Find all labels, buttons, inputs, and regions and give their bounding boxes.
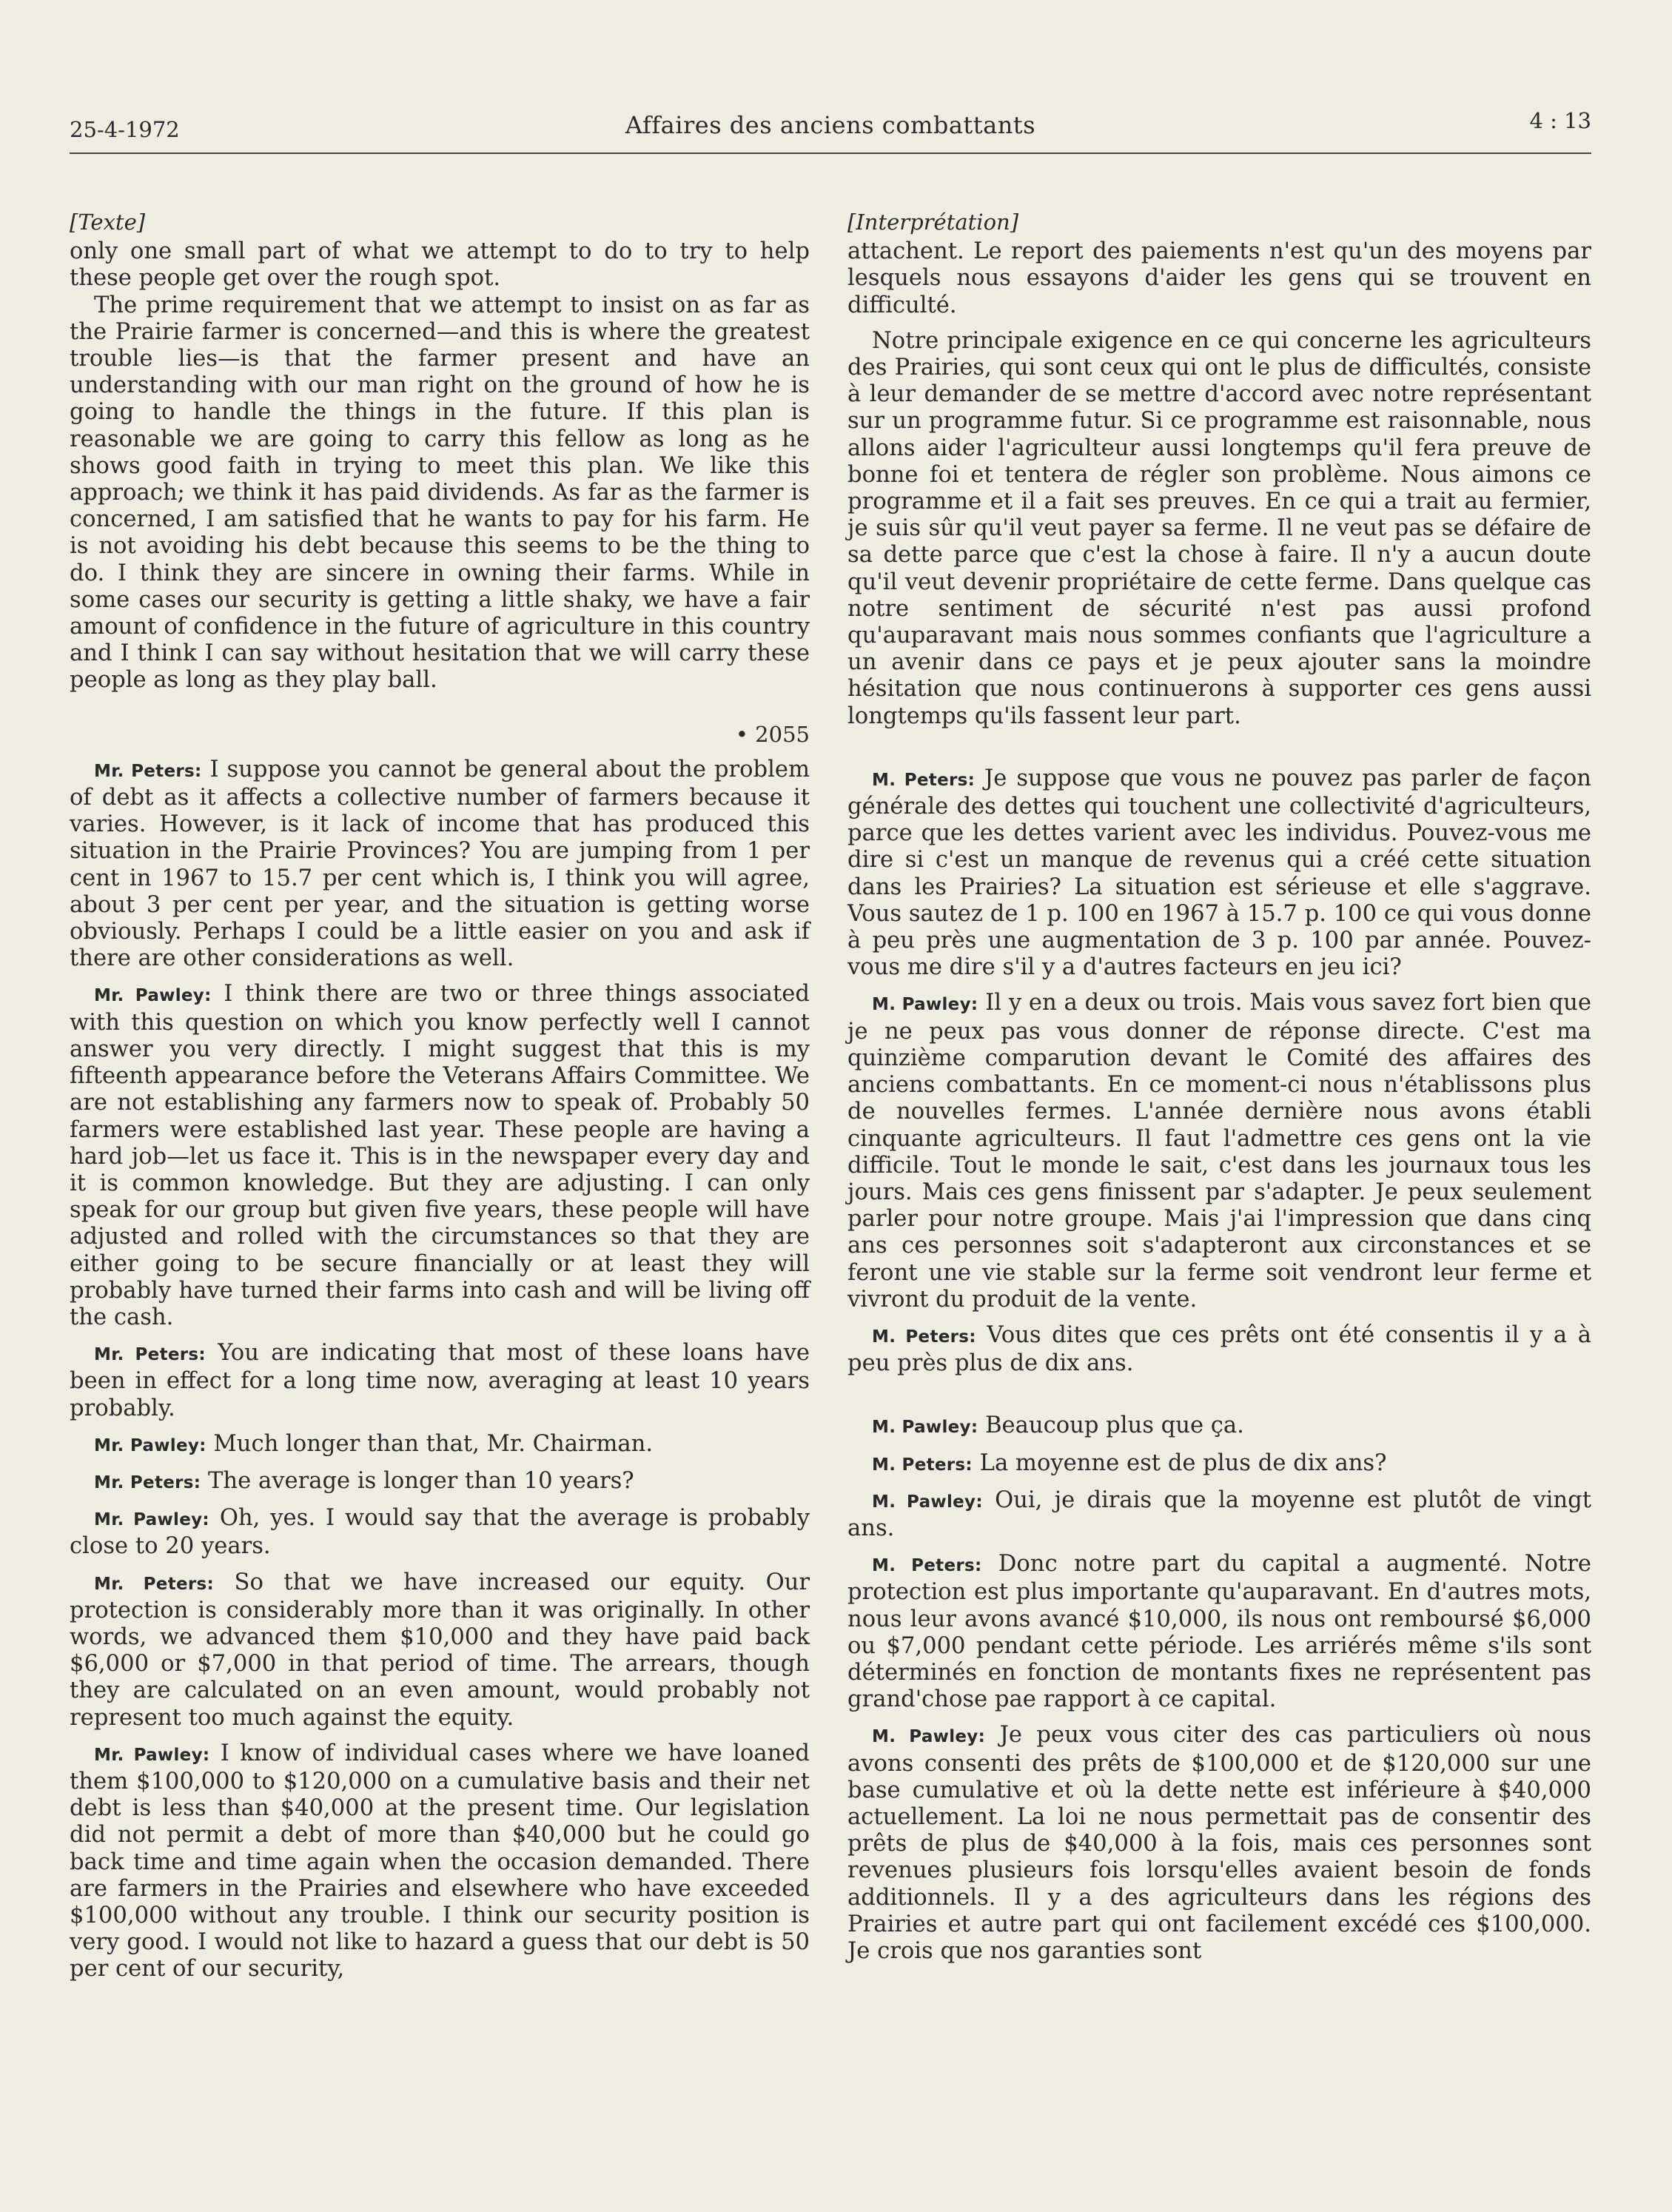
speech-turn bbox=[70, 757, 810, 973]
speech-text: You are indicating that most of these loans have been in effect for a long time now, averaging at least 10 years probably. bbox=[70, 1340, 810, 1421]
paragraph: Notre principale exigence en ce qui concerne les agriculteurs des Prairies, qui sont ceux qui ont le plus de difficultés, consiste à leur demander de se mettre d'accord avec notre représentant sur un programme futur. Si ce programme est raisonnable, nous allons aider l'agriculteur aussi longtemps qu'il fera preuve de bonne foi et tentera de régler son problème. Nous aimons ce programme et il a fait ses preuves. En ce qui a trait au fermier, je suis sûr qu'il veut payer sa ferme. Il ne veut pas se défaire de sa dette parce que c'est la chose à faire. Il n'y a aucun doute qu'il veut devenir propriétaire de cette ferme. Dans quelque cas notre sentiment de sécurité n'est pas aussi profond qu'auparavant mais nous sommes confiants que l'agriculture a un avenir dans ce pays et je peux ajouter sans la moindre hésitation que nous continuerons à supporter ces gens aussi longtemps qu'ils fassent leur part. bbox=[847, 327, 1591, 729]
speech-turn bbox=[70, 1569, 810, 1732]
speech-text: Oh, yes. I would say that the average is probably close to 20 years. bbox=[70, 1505, 810, 1560]
speech-turn bbox=[70, 1468, 810, 1496]
speech-text: I suppose you cannot be general about the problem of debt as it affects a collective number of farmers because it varies. However, is it lack of income that has produced this situation in the Prairie Provinces? You are jumping from 1 per cent in 1967 to 15.7 per cent which is, I think you will agree, about 3 per cent per year, and the situation is getting worse obviously. Perhaps I could be a little easier on you and ask if there are other considerations as well. bbox=[70, 756, 810, 972]
speaker-name: M. Peters: bbox=[872, 1455, 973, 1475]
speech-text: I know of individual cases where we have loaned them $100,000 to $120,000 on a cumulative basis and their net debt is less than $40,000 at the present time. Our legislation did not permit a debt of more than $40,000 but he could go back time and time again when the occasion demanded. There are farmers in the Prairies and elsewhere who have exceeded $100,000 without any trouble. I think our security position is very good. I would not like to hazard a guess that our debt is 50 per cent of our security, bbox=[70, 1740, 810, 1983]
speaker-name: M. Peters: bbox=[872, 770, 976, 790]
speech-text: Oui, je dirais que la moyenne est plutôt de vingt ans. bbox=[847, 1487, 1591, 1541]
speech-turn bbox=[847, 1487, 1591, 1542]
speaker-name: M. Peters: bbox=[872, 1556, 982, 1576]
speech-turn bbox=[847, 990, 1591, 1313]
speaker-name: Mr. Pawley: bbox=[94, 1435, 207, 1455]
speech-text: Je suppose que vous ne pouvez pas parler de façon générale des dettes qui touchent une collectivité d'agriculteurs, parce que les dettes varient avec les individus. Pouvez-vous me dire si c'est un manque de revenus qui a créé cette situation dans les Prairies? La situation est sérieuse et elle s'aggrave. Vous sautez de 1 p. 100 en 1967 à 15.7 p. 100 ce qui vous donne à peu près une augmentation de 3 p. 100 par année. Pouvez-vous me dire s'il y a d'autres facteurs en jeu ici? bbox=[847, 765, 1591, 981]
speech-turn bbox=[70, 1431, 810, 1459]
speech-text: Beaucoup plus que ça. bbox=[985, 1412, 1244, 1439]
speaker-name: M. Peters: bbox=[872, 1327, 976, 1347]
page-header bbox=[70, 105, 1591, 154]
speech-text: Vous dites que ces prêts ont été consentis il y a à peu près plus de dix ans. bbox=[847, 1321, 1591, 1377]
speech-turn bbox=[847, 1412, 1591, 1441]
speech-turn bbox=[70, 1505, 810, 1560]
speech-text: La moyenne est de plus de dix ans? bbox=[979, 1449, 1387, 1476]
english-column bbox=[70, 209, 810, 1983]
speaker-name: Mr. Peters: bbox=[94, 1345, 206, 1365]
paragraph: only one small part of what we attempt to do to try to help these people get over the rough spot. bbox=[70, 238, 810, 292]
speech-text: So that we have increased our equity. Our protection is considerably more than it was originally. In other words, we advanced them $10,000 and they have paid back $6,000 or $7,000 in that period of time. The arrears, though they are calculated on an even amount, would probably not represent too much against the equity. bbox=[70, 1569, 810, 1731]
section-tag: [Texte] bbox=[70, 210, 146, 235]
speech-turn bbox=[70, 1740, 810, 1983]
speech-turn bbox=[847, 1450, 1591, 1478]
speech-turn bbox=[847, 1551, 1591, 1713]
speaker-name: Mr. Peters: bbox=[94, 761, 202, 781]
header-date: 25-4-1972 bbox=[70, 117, 180, 142]
speech-turn bbox=[847, 765, 1591, 982]
speech-text: Donc notre part du capital a augmenté. Notre protection est plus importante qu'auparavant. En d'autres mots, nous leur avons avancé $10,000, ils nous ont remboursé $6,000 ou $7,000 pendant cette période. Les arriérés même s'ils sont déterminés en fonction de montants fixes ne représentent pas grand'chose pae rapport à ce capital. bbox=[847, 1551, 1591, 1713]
speech-text: Much longer than that, Mr. Chairman. bbox=[213, 1430, 654, 1457]
speech-text: I think there are two or three things associated with this question on which you know perfectly well I cannot answer you very directly. I might suggest that this is my fifteenth appearance before the Veterans Affairs Committee. We are not establishing any farmers now to speak of. Probably 50 farmers were established last year. These people are having a hard job—let us face it. This is in the newspaper every day and it is common knowledge. But they are adjusting. I can only speak for our group but given five years, these people will have adjusted and rolled with the circumstances so that they are either going to be secure financially or at least they will probably have turned their farms into cash and will be living off the cash. bbox=[70, 981, 810, 1330]
speech-turn bbox=[70, 1340, 810, 1422]
time-marker: • 2055 bbox=[735, 721, 810, 747]
speaker-name: Mr. Peters: bbox=[94, 1472, 201, 1492]
speech-text: Je peux vous citer des cas particuliers où nous avons consenti des prêts de $100,000 et de $120,000 sur une base cumulative et où la dette nette est inférieure à $40,000 actuellement. La loi ne nous permettait pas de consentir des prêts de plus de $40,000 à la fois, mais ces personnes sont revenues plusieurs fois lorsqu'elles avaient besoin de fonds additionnels. Il y a des agriculteurs dans les régions des Prairies et autre part qui ont facilement excédé ces $100,000. Je crois que nos garanties sont bbox=[847, 1722, 1591, 1964]
paragraph: The prime requirement that we attempt to insist on as far as the Prairie farmer is concerned—and this is where the greatest trouble lies—is that the farmer present and have an understanding with our man right on the ground of how he is going to handle the things in the future. If this plan is reasonable we are going to carry this fellow as long as he shows good faith in trying to meet this plan. We like this approach; we think it has paid dividends. As far as the farmer is concerned, I am satisfied that he wants to pay for his farm. He is not avoiding his debt because this seems to be the thing to do. I think they are sincere in owning their farms. While in some cases our security is getting a little shaky, we have a fair amount of confidence in the future of agriculture in this country and I think I can say without hesitation that we will carry these people as long as they play ball. bbox=[70, 292, 810, 694]
speech-text: The average is longer than 10 years? bbox=[208, 1467, 634, 1494]
speaker-name: M. Pawley: bbox=[872, 1727, 986, 1747]
speech-turn bbox=[847, 1722, 1591, 1965]
speech-text: Il y en a deux ou trois. Mais vous savez fort bien que je ne peux pas vous donner de réponse directe. C'est ma quinzième comparution devant le Comité des affaires des anciens combattants. En ce moment-ci nous n'établissons plus de nouvelles fermes. L'année dernière nous avons établi cinquante agriculteurs. Il faut l'admettre ces gens ont la vie difficile. Tout le monde le sait, c'est dans les journaux tous les jours. Mais ces gens finissent par s'adapter. Je peux seulement parler pour notre groupe. Mais j'ai l'impression que dans cinq ans ces personnes soit s'adapteront aux circonstances et se feront une vie stable sur la ferme soit vendront leur ferme et vivront du produit de la vente. bbox=[847, 990, 1591, 1313]
speech-turn bbox=[847, 1322, 1591, 1377]
header-title: Affaires des anciens combattants bbox=[625, 111, 1036, 139]
speaker-name: Mr. Pawley: bbox=[94, 1745, 210, 1765]
french-column bbox=[847, 209, 1591, 1965]
speaker-name: Mr. Pawley: bbox=[94, 986, 212, 1006]
speaker-name: Mr. Peters: bbox=[94, 1574, 215, 1594]
section-tag: [Interprétation] bbox=[847, 210, 1019, 235]
speaker-name: M. Pawley: bbox=[872, 1418, 978, 1438]
speech-turn bbox=[70, 981, 810, 1331]
header-page-number: 4 : 13 bbox=[1529, 108, 1591, 133]
speaker-name: M. Pawley: bbox=[872, 995, 978, 1015]
paragraph: attachent. Le report des paiements n'est qu'un des moyens par lesquels nous essayons d'aider les gens qui se trouvent en difficulté. bbox=[847, 238, 1591, 318]
speaker-name: M. Pawley: bbox=[872, 1492, 983, 1512]
speaker-name: Mr. Pawley: bbox=[94, 1510, 209, 1530]
